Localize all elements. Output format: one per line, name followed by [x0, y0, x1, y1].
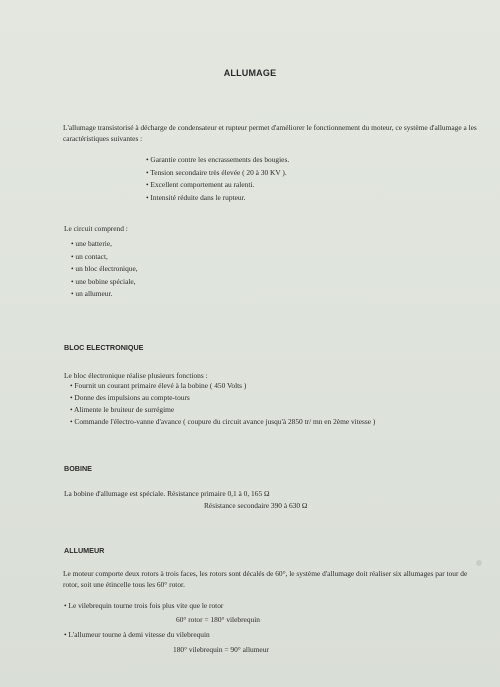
page-title: ALLUMAGE — [223, 68, 277, 78]
bobine-resistance-secondary: Résistance secondaire 390 à 630 Ω — [204, 501, 308, 510]
list-item: • Garantie contre les encrassements des bougies. — [146, 155, 290, 164]
list-item: • un bloc électronique, — [71, 264, 138, 274]
paper-stain — [476, 560, 482, 566]
circuit-list — [71, 238, 138, 301]
section-heading-bobine: BOBINE — [64, 464, 92, 473]
list-item: • Alimente le bruiteur de surrégime — [70, 405, 175, 414]
section-heading-bloc: BLOC ELECTRONIQUE — [64, 343, 144, 352]
list-item: • Tension secondaire très élevée ( 20 à 30 KV ). — [146, 167, 287, 177]
vilebrequin-statement-2: • L'allumeur tourne à demi vitesse du vilebrequin — [64, 630, 210, 639]
section-heading-allumeur: ALLUMEUR — [64, 546, 105, 555]
list-item: • un contact, — [71, 251, 108, 261]
list-item: • Intensité réduite dans le rupteur. — [146, 192, 246, 202]
intro-paragraph: L'allumage transistorisé à décharge de condensateur et rupteur permet d'améliorer le fonctionnement du moteur, ce système d'allumage a les caractéristiques suivantes : — [63, 123, 477, 143]
list-item: • une batterie, — [71, 239, 112, 248]
bloc-intro: Le bloc électronique réalise plusieurs fonctions : — [64, 371, 208, 380]
allumeur-paragraph: Le moteur comporte deux rotors à trois faces, les rotors sont décalés de 60°, le système d'allumage doit réaliser six allumages par tour de rotor, soit une étincelle tous les 60° rotor. — [63, 569, 468, 589]
list-item: • Excellent comportement au ralenti. — [146, 180, 255, 189]
list-item: • Commande l'électro-vanne d'avance ( coupure du circuit avance jusqu'à 2850 tr/ mn en 2ème vitesse ) — [70, 417, 376, 426]
vilebrequin-statement-1: • Le vilebrequin tourne trois fois plus vite que le rotor — [64, 601, 224, 610]
list-item: • Fournit un courant primaire élevé à la bobine ( 450 Volts ) — [70, 381, 247, 390]
bloc-functions-list — [70, 380, 375, 428]
bobine-resistance-primary: La bobine d'allumage est spéciale. Résistance primaire 0,1 à 0, 165 Ω — [64, 489, 270, 498]
list-item: • Donne des impulsions au compte-tours — [70, 393, 190, 402]
circuit-intro: Le circuit comprend : — [64, 224, 128, 233]
list-item: • une bobine spéciale, — [71, 276, 136, 286]
advantages-list — [146, 154, 289, 204]
list-item: • un allumeur. — [71, 289, 113, 299]
vilebrequin-formula-2: 180° vilebrequin = 90° allumeur — [173, 645, 269, 654]
vilebrequin-formula-1: 60° rotor = 180° vilebrequin — [176, 615, 260, 624]
